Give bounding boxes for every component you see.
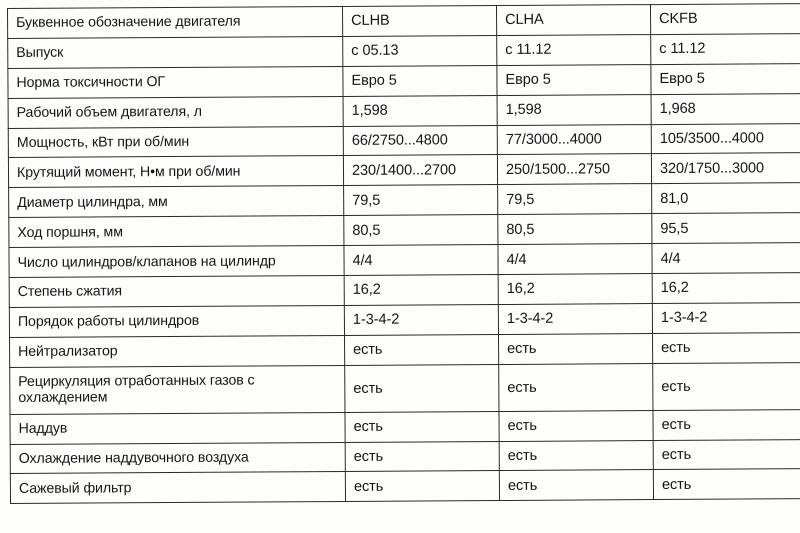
table-row xyxy=(9,243,800,278)
cell-value: 105/3500...4000 xyxy=(651,123,800,154)
cell-value: 79,5 xyxy=(498,184,652,215)
cell-value: есть xyxy=(499,470,653,501)
cell-value: Евро 5 xyxy=(497,64,651,95)
cell-value: 1-3-4-2 xyxy=(498,303,652,334)
cell-value: есть xyxy=(653,362,800,410)
engine-specs-table xyxy=(7,3,800,504)
cell-value: 4/4 xyxy=(344,245,498,276)
row-label: Диаметр цилиндра, мм xyxy=(9,186,344,218)
row-label: Нейтрализатор xyxy=(10,335,345,367)
cell-value: 1,598 xyxy=(343,95,497,126)
table-row xyxy=(8,63,800,98)
row-label: Степень сжатия xyxy=(9,275,344,307)
header-engine-code: CLHA xyxy=(496,5,650,36)
cell-value: есть xyxy=(653,439,800,470)
row-label: Наддув xyxy=(10,412,345,444)
cell-value: 79,5 xyxy=(344,185,498,216)
cell-value: 66/2750...4800 xyxy=(343,125,497,156)
table-row xyxy=(10,409,800,444)
row-label: Охлаждение наддувочного воздуха xyxy=(10,442,345,474)
cell-value: есть xyxy=(345,334,499,365)
table-row xyxy=(9,183,800,218)
cell-value: 1-3-4-2 xyxy=(344,304,498,335)
cell-value: 1,598 xyxy=(497,94,651,125)
cell-value: 16,2 xyxy=(344,275,498,306)
cell-value: есть xyxy=(653,409,800,440)
cell-value: 16,2 xyxy=(498,274,652,305)
cell-value: 1-3-4-2 xyxy=(652,303,800,334)
cell-value: 16,2 xyxy=(652,273,800,304)
row-label: Крутящий момент, Н•м при об/мин xyxy=(8,156,343,188)
table-row xyxy=(10,362,800,414)
cell-value: 81,0 xyxy=(652,183,800,214)
table-row xyxy=(9,273,800,308)
cell-value: 1,968 xyxy=(651,93,800,124)
cell-value: есть xyxy=(345,471,499,502)
cell-value: есть xyxy=(499,363,653,411)
table-row xyxy=(9,303,800,338)
cell-value: 4/4 xyxy=(652,243,800,274)
header-label: Буквенное обозначение двигателя xyxy=(8,6,343,38)
cell-value: 250/1500...2750 xyxy=(497,154,651,185)
cell-value: 230/1400...2700 xyxy=(343,155,497,186)
header-engine-code: CKFB xyxy=(650,4,800,35)
cell-value: с 11.12 xyxy=(497,34,651,65)
row-label: Выпуск xyxy=(8,36,343,68)
cell-value: с 05.13 xyxy=(343,35,497,66)
cell-value: 77/3000...4000 xyxy=(497,124,651,155)
table-row xyxy=(8,123,800,158)
cell-value: есть xyxy=(652,332,800,363)
cell-value: 320/1750...3000 xyxy=(651,153,800,184)
cell-value: Евро 5 xyxy=(651,63,800,94)
table-row xyxy=(8,153,800,188)
table-row xyxy=(10,469,800,504)
table-row xyxy=(9,213,800,248)
cell-value: есть xyxy=(499,333,653,364)
cell-value: с 11.12 xyxy=(651,34,800,65)
cell-value: есть xyxy=(499,410,653,441)
cell-value: 95,5 xyxy=(652,213,800,244)
cell-value: 80,5 xyxy=(344,215,498,246)
row-label: Рабочий объем двигателя, л xyxy=(8,96,343,128)
cell-value: есть xyxy=(345,364,499,412)
row-label: Число цилиндров/клапанов на цилиндр xyxy=(9,246,344,278)
cell-value: 4/4 xyxy=(498,244,652,275)
table-row xyxy=(10,332,800,367)
cell-value: есть xyxy=(345,441,499,472)
row-label: Ход поршня, мм xyxy=(9,216,344,248)
cell-value: есть xyxy=(653,469,800,500)
cell-value: 80,5 xyxy=(498,214,652,245)
row-label: Порядок работы цилиндров xyxy=(9,305,344,337)
header-engine-code: CLHB xyxy=(342,6,496,37)
cell-value: Евро 5 xyxy=(343,65,497,96)
cell-value: есть xyxy=(345,411,499,442)
table-row xyxy=(8,93,800,128)
row-label: Рециркуляция отработанных газов с охлаждением xyxy=(10,365,345,414)
row-label: Норма токсичности ОГ xyxy=(8,66,343,98)
cell-value: есть xyxy=(499,440,653,471)
row-label: Мощность, кВт при об/мин xyxy=(8,126,343,158)
table-row xyxy=(10,439,800,474)
table-row xyxy=(8,34,800,69)
table-header-row xyxy=(8,4,800,39)
row-label: Сажевый фильтр xyxy=(10,472,345,504)
